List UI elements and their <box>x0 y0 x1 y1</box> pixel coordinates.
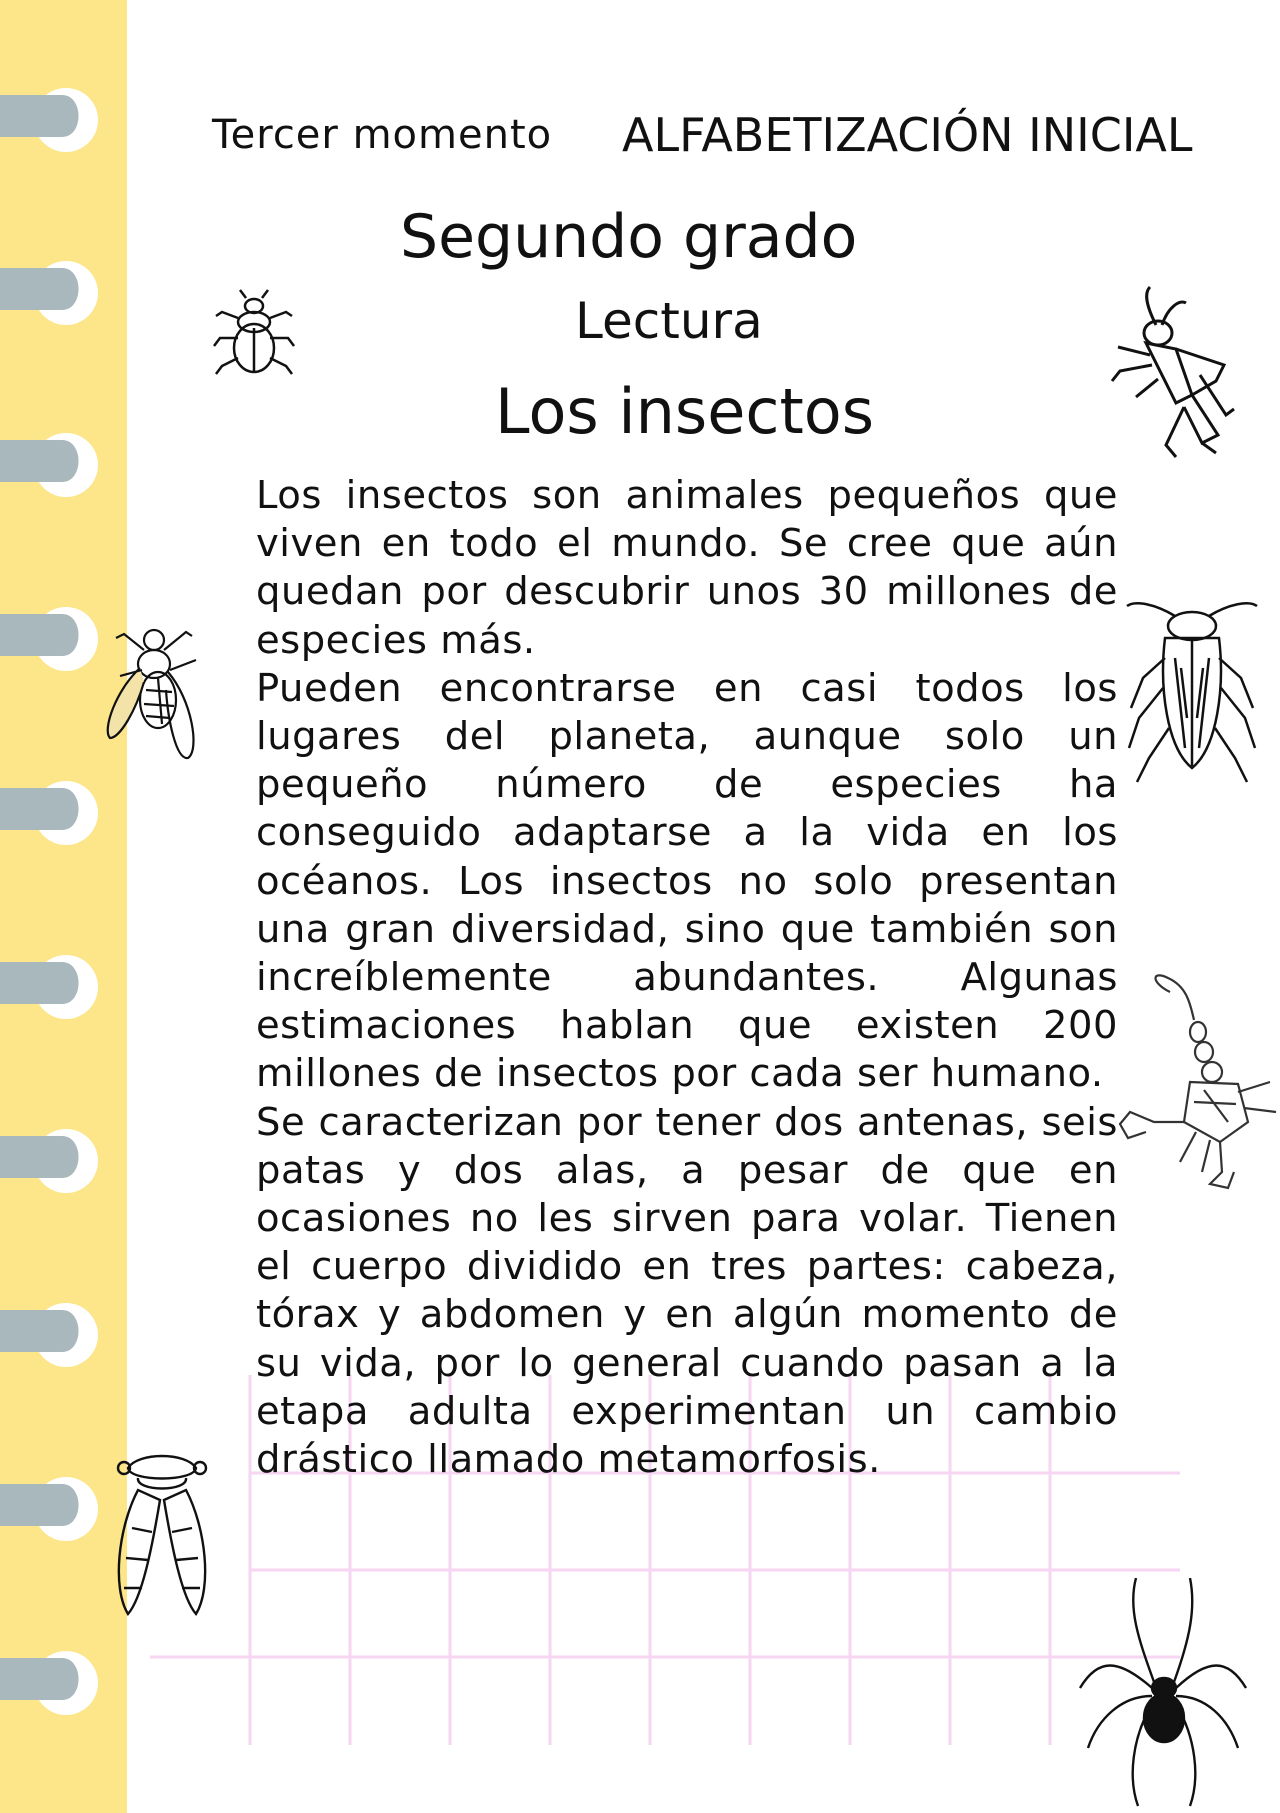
grade-heading: Segundo grado <box>400 202 858 272</box>
spiral-ring <box>0 1638 110 1728</box>
program-title: ALFABETIZACIÓN INICIAL <box>622 108 1193 162</box>
cockroach-icon <box>1125 598 1260 783</box>
page-title: Los insectos <box>495 375 874 448</box>
grasshopper-icon <box>1106 285 1236 460</box>
reading-paragraph: Los insectos son animales pequeños que viven en todo el mundo. Se cree que aún quedan por descubrir unos 30 millones de especies más. <box>256 473 1118 663</box>
spiral-ring <box>0 594 110 684</box>
spiral-ring <box>0 1290 110 1380</box>
moment-label: Tercer momento <box>212 112 553 158</box>
spiral-ring <box>0 75 110 165</box>
reading-paragraph: Se caracterizan por tener dos antenas, seis patas y dos alas, a pesar de que en ocasiones no les sirven para volar. Tienen el cuerpo dividido en tres partes: cabeza, tórax y abdomen y en algún momento de su vida, por lo general cuando pasan a la etapa adulta experimentan un cambio drástico llamado metamorfosis. <box>256 1099 1118 1483</box>
scorpion-icon <box>1110 972 1280 1192</box>
spiral-ring <box>0 942 110 1032</box>
cicada-icon <box>108 1448 216 1620</box>
section-label: Lectura <box>575 292 763 350</box>
beetle-icon <box>212 288 296 378</box>
spiral-ring <box>0 1116 110 1206</box>
spiral-ring <box>0 1464 110 1554</box>
spiral-ring <box>0 420 110 510</box>
spiral-ring <box>0 768 110 858</box>
spider-icon <box>1078 1578 1248 1808</box>
reading-paragraph: Pueden encontrarse en casi todos los lugares del planeta, aunque solo un pequeño número de especies ha conseguido adaptarse a la vida en los océanos. Los insectos no solo presentan una gran diversidad, sino que también son increíblemente abundantes. Algunas estimaciones hablan que existen 200 millones de insectos por cada ser humano. <box>256 665 1118 1097</box>
fly-icon <box>96 620 206 765</box>
spiral-ring <box>0 248 110 338</box>
reading-text <box>256 472 1118 1484</box>
